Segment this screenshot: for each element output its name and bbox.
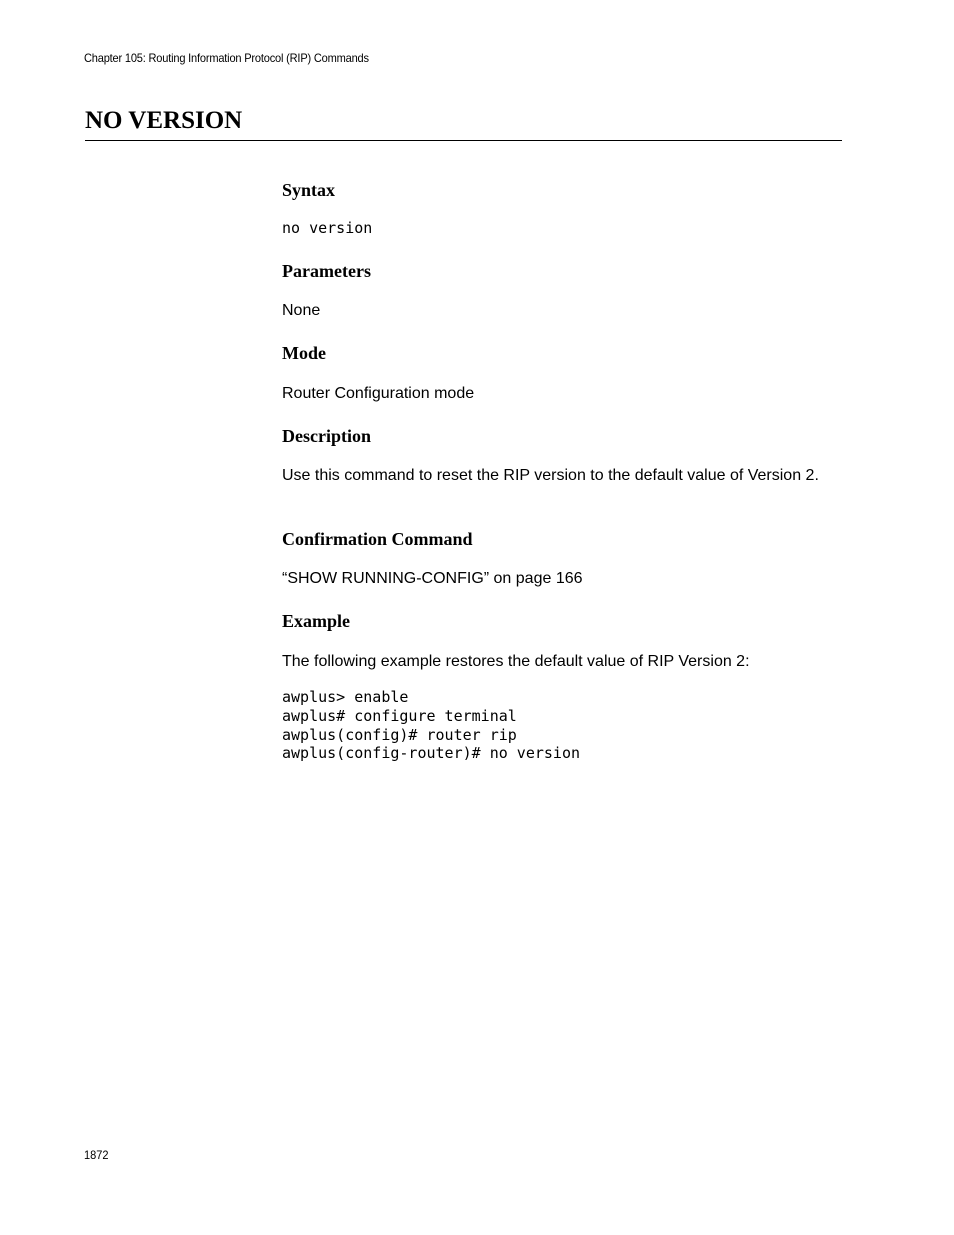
syntax-heading: Syntax bbox=[282, 180, 336, 200]
mode-heading: Mode bbox=[282, 343, 326, 363]
page-title: NO VERSION bbox=[85, 107, 243, 134]
code-line: awplus(config-router)# no version bbox=[282, 744, 581, 762]
parameters-heading: Parameters bbox=[282, 261, 371, 281]
mode-text: Router Configuration mode bbox=[282, 385, 475, 402]
page-number: 1872 bbox=[84, 1148, 109, 1162]
title-rule bbox=[85, 140, 842, 141]
code-line: awplus# configure terminal bbox=[282, 707, 517, 725]
example-intro: The following example restores the default value of RIP Version 2: bbox=[282, 653, 750, 670]
example-heading: Example bbox=[282, 611, 351, 631]
running-header: Chapter 105: Routing Information Protocol (RIP) Commands bbox=[84, 51, 369, 65]
code-line: awplus(config)# router rip bbox=[282, 726, 517, 744]
description-heading: Description bbox=[282, 426, 371, 446]
code-line: awplus> enable bbox=[282, 688, 409, 706]
description-text: Use this command to reset the RIP version to the default value of Version 2. bbox=[282, 467, 819, 484]
parameters-text: None bbox=[282, 302, 321, 319]
confirmation-heading: Confirmation Command bbox=[282, 529, 473, 549]
confirmation-link[interactable]: “SHOW RUNNING-CONFIG” on page 166 bbox=[282, 570, 583, 587]
syntax-code: no version bbox=[282, 219, 373, 237]
